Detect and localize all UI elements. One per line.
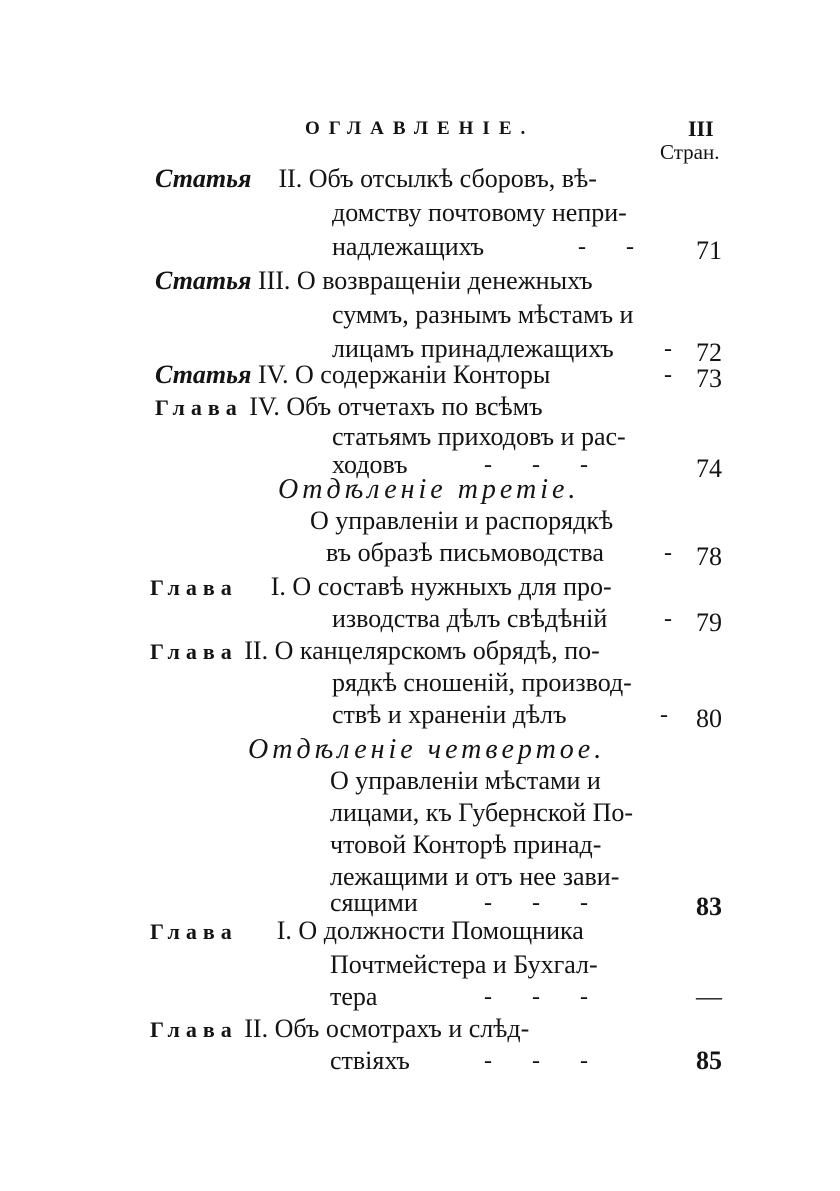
toc-entry-8-number: II. bbox=[244, 636, 269, 665]
toc-entry-12-number: II. bbox=[244, 1014, 269, 1043]
toc-entry-11-page: — bbox=[696, 982, 722, 1011]
toc-entry-7-leader: - bbox=[664, 606, 672, 632]
toc-entry-8-leader: - bbox=[660, 702, 668, 728]
toc-entry-3-number: IV. bbox=[257, 360, 289, 389]
toc-entry-11-text-1: О должности Помощника bbox=[298, 916, 584, 945]
page-column-label: Стран. bbox=[660, 140, 720, 164]
toc-entry-2-leader: - bbox=[664, 336, 672, 362]
toc-entry-1-label: Статья bbox=[155, 164, 252, 193]
toc-entry-1-leader: - - bbox=[578, 234, 634, 260]
toc-entry-4-leader: - - - bbox=[484, 452, 588, 478]
toc-entry-3-page: 73 bbox=[696, 364, 722, 393]
toc-entry-11-text-3: тера bbox=[330, 982, 378, 1011]
toc-entry-4-page: 74 bbox=[696, 454, 722, 483]
toc-entry-7-text-1: О составѣ нужныхъ для про- bbox=[292, 572, 612, 601]
toc-entry-8-label: Глава bbox=[150, 639, 238, 664]
toc-entry-3-line-1 bbox=[155, 360, 550, 390]
toc-entry-1-text-3: надлежащихъ bbox=[332, 232, 485, 261]
toc-entry-10-leader: - - - bbox=[484, 890, 588, 916]
toc-entry-8-text-1: О канцелярскомъ обрядѣ, по- bbox=[274, 636, 600, 665]
toc-entry-3-label: Статья bbox=[155, 360, 252, 389]
toc-entry-12-leader: - - - bbox=[484, 1048, 588, 1074]
toc-entry-7-page: 79 bbox=[696, 608, 722, 637]
toc-entry-11-text-2: Почтмейстера и Бухгал- bbox=[330, 950, 598, 979]
toc-entry-1-line-1 bbox=[155, 164, 597, 194]
toc-entry-1-page: 71 bbox=[696, 236, 722, 265]
toc-entry-2-label: Статья bbox=[155, 266, 252, 295]
page-number: III bbox=[688, 116, 714, 141]
toc-entry-10-text-5: сящими bbox=[330, 888, 418, 917]
section-heading-third: Отдѣленіе третіе. bbox=[278, 474, 580, 505]
toc-entry-4-text-3: ходовъ bbox=[332, 450, 408, 479]
toc-entry-6-page: 78 bbox=[696, 542, 722, 571]
toc-entry-12-label: Глава bbox=[150, 1017, 238, 1042]
toc-entry-10-text-2: лицами, къ Губернской По- bbox=[330, 798, 634, 827]
toc-entry-7-line-1 bbox=[150, 572, 612, 603]
section-heading-fourth: Отдѣленіе четвертое. bbox=[248, 734, 606, 765]
toc-entry-4-text-2: статьямъ приходовъ и рас- bbox=[332, 422, 626, 451]
toc-entry-4-text-1: Объ отчетахъ по всѣмъ bbox=[286, 392, 543, 421]
toc-entry-7-text-2: изводства дѣлъ свѣдѣній bbox=[332, 604, 608, 633]
toc-entry-12-text-2: ствіяхъ bbox=[330, 1046, 410, 1075]
toc-entry-8-text-2: рядкѣ сношеній, производ- bbox=[332, 668, 632, 697]
toc-entry-7-label: Глава bbox=[150, 575, 238, 600]
toc-entry-10-text-3: чтовой Конторѣ принад- bbox=[330, 830, 602, 859]
toc-entry-11-number: I. bbox=[276, 916, 292, 945]
toc-entry-4-label: Глава bbox=[155, 395, 243, 420]
toc-entry-10-text-4: лежащими и отъ нее зави- bbox=[330, 862, 620, 891]
toc-entry-6-text-2: въ образѣ письмоводства bbox=[326, 538, 604, 567]
toc-entry-4-number: IV. bbox=[249, 392, 280, 421]
toc-entry-11-label: Глава bbox=[150, 919, 238, 944]
toc-entry-1-text-2: домству почтовому непри- bbox=[332, 198, 627, 227]
toc-entry-8-page: 80 bbox=[696, 704, 722, 733]
toc-entry-11-line-1 bbox=[150, 916, 584, 947]
toc-entry-2-line-1 bbox=[155, 266, 593, 296]
toc-entry-3-text-1: О содержаніи Конторы bbox=[295, 360, 551, 389]
toc-entry-3-leader: - bbox=[664, 362, 672, 388]
toc-entry-8-text-3: ствѣ и храненіи дѣлъ bbox=[332, 700, 567, 729]
toc-entry-7-number: I. bbox=[270, 572, 286, 601]
toc-entry-6-leader: - bbox=[664, 540, 672, 566]
toc-entry-10-text-1: О управленіи мѣстами и bbox=[330, 766, 601, 795]
toc-entry-6-text-1: О управленіи и распорядкѣ bbox=[310, 506, 614, 535]
toc-entry-2-text-3: лицамъ принадлежащихъ bbox=[332, 334, 614, 363]
toc-entry-10-page: 83 bbox=[696, 892, 722, 921]
toc-entry-8-line-1 bbox=[150, 636, 600, 667]
toc-entry-2-text-2: суммъ, разнымъ мѣстамъ и bbox=[332, 300, 634, 329]
toc-entry-11-leader: - - - bbox=[484, 984, 588, 1010]
page-title: ОГЛАВЛЕНІЕ. bbox=[305, 118, 535, 139]
toc-entry-1-text-1: Объ отсылкѣ сборовъ, вѣ- bbox=[308, 164, 597, 193]
toc-entry-2-page: 72 bbox=[696, 338, 722, 367]
toc-entry-12-text-1: Объ осмотрахъ и слѣд- bbox=[274, 1014, 530, 1043]
toc-entry-12-page: 85 bbox=[696, 1046, 722, 1075]
toc-entry-2-number: III. bbox=[257, 266, 291, 295]
toc-entry-12-line-1 bbox=[150, 1014, 529, 1045]
toc-entry-4-line-1 bbox=[155, 392, 543, 423]
toc-entry-2-text-1: О возвращеніи денежныхъ bbox=[296, 266, 593, 295]
toc-entry-1-number: II. bbox=[278, 164, 303, 193]
